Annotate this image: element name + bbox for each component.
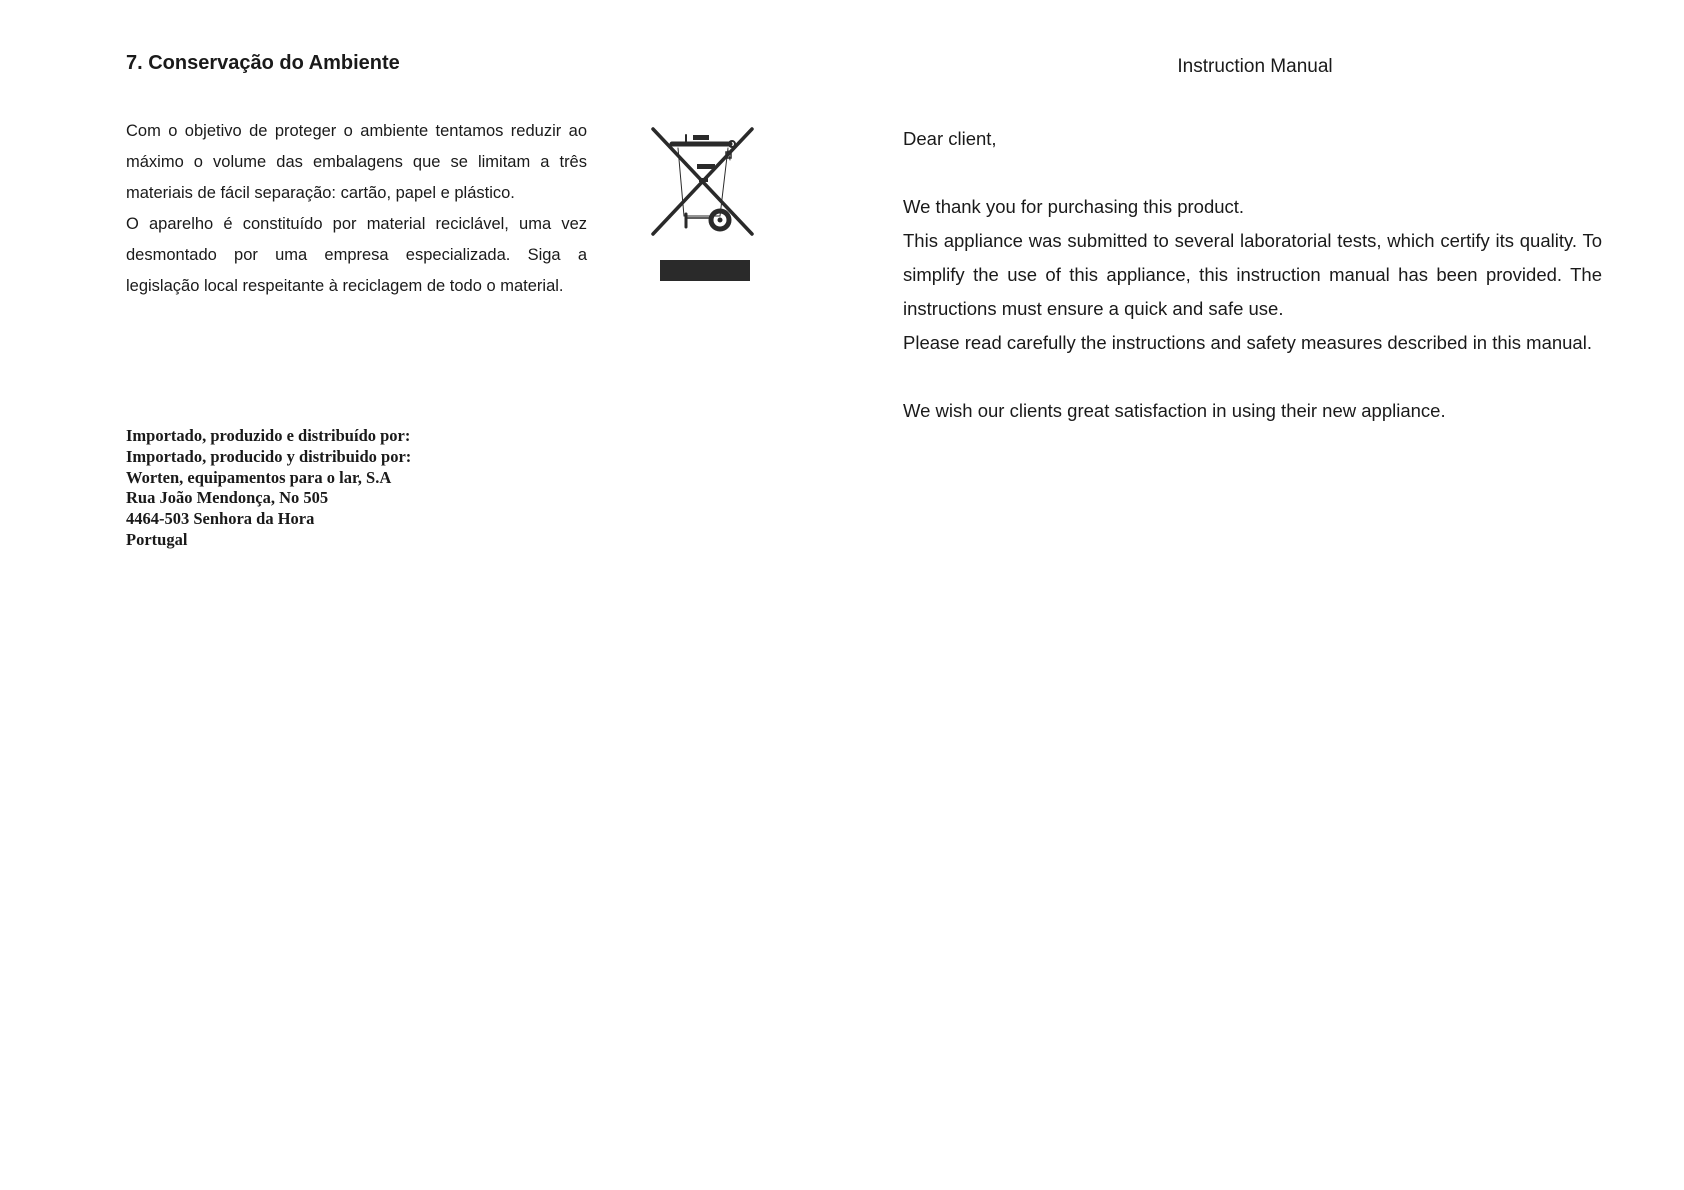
recycling-paragraph: O aparelho é constituído por material reciclável, uma vez desmontado por uma empresa especializada. Siga a legislação local respeitante à reciclagem de todo o material. xyxy=(126,215,587,295)
importer-country: Portugal xyxy=(126,529,188,549)
greeting: Dear client, xyxy=(903,128,997,149)
importer-street: Rua João Mendonça, No 505 xyxy=(126,488,329,508)
importer-address xyxy=(126,426,411,551)
importer-company: Worten, equipamentos para o lar, S.A xyxy=(126,467,392,487)
appliance-tests-paragraph: This appliance was submitted to several laboratorial tests, which certify its quality. To simplify the use of this appliance, this instruction manual has been provided. The instructions must ensure a quick and safe use. xyxy=(903,230,1602,319)
importer-line-pt: Importado, produzido e distribuído por: xyxy=(126,426,411,445)
importer-postal-code: 4464-503 Senhora da Hora xyxy=(126,509,315,529)
please-read-paragraph: Please read carefully the instructions and safety measures described in this manual. xyxy=(903,332,1592,353)
importer-line-es: Importado, producido y distribuido por: xyxy=(126,446,412,466)
thanks-line: We thank you for purchasing this product. xyxy=(903,196,1245,217)
manual-header-title: Instruction Manual xyxy=(1177,56,1333,77)
section-title: 7. Conservação do Ambiente xyxy=(126,52,400,74)
crossed-out-wheeled-bin-icon xyxy=(648,124,754,284)
environment-paragraph: Com o objetivo de proteger o ambiente tentamos reduzir ao máximo o volume das embalagens que se limitam a três materiais de fácil separação: cartão, papel e plástico. xyxy=(126,122,587,202)
closing-line: We wish our clients great satisfaction in using their new appliance. xyxy=(903,400,1446,421)
environment-text xyxy=(126,116,587,302)
letter-body xyxy=(903,122,1602,428)
